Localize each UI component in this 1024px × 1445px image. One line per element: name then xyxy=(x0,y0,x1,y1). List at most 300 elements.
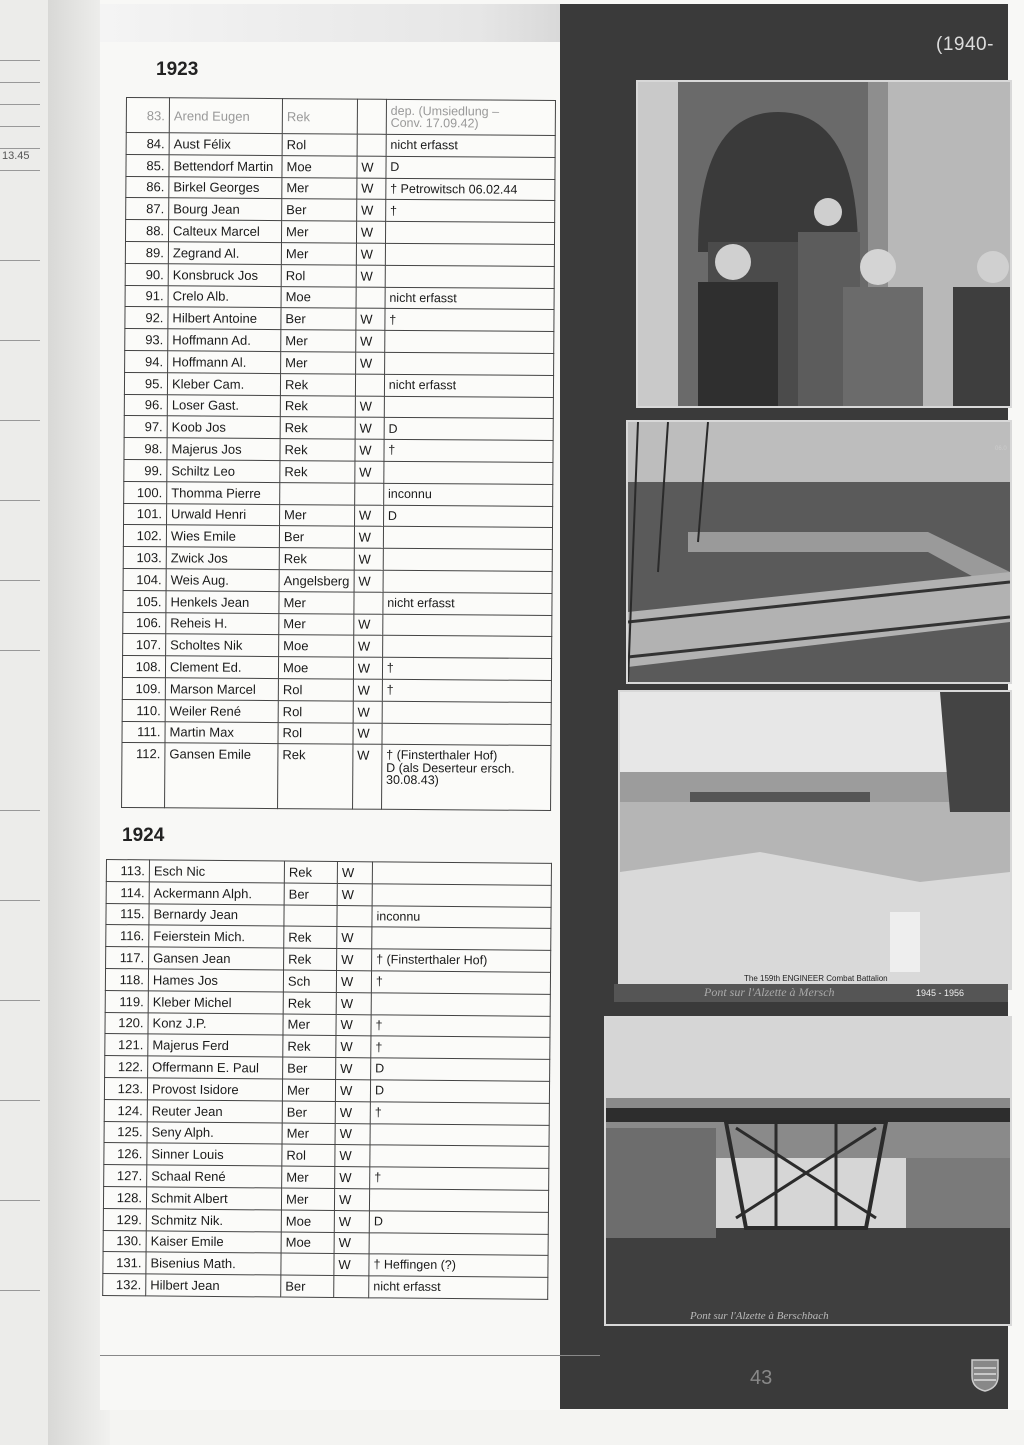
entry-note: † Petrowitsch 06.02.44 xyxy=(386,178,555,201)
footer-rule xyxy=(100,1355,600,1356)
entry-note: † xyxy=(382,679,551,702)
entry-locality: Rol xyxy=(282,134,357,156)
entry-status xyxy=(354,592,383,614)
table-row xyxy=(125,350,554,375)
entry-note: D xyxy=(369,1211,548,1234)
table-row xyxy=(123,547,552,572)
entry-status: W xyxy=(356,200,385,222)
photo-trestle-bridge xyxy=(604,1016,1012,1326)
entry-note: nicht erfasst xyxy=(369,1276,548,1299)
entry-name: Reuter Jean xyxy=(147,1100,282,1123)
table-row xyxy=(125,241,554,266)
table-row xyxy=(123,634,552,659)
entry-note: D xyxy=(383,505,552,528)
entry-number: 132. xyxy=(103,1274,146,1296)
entry-number: 120. xyxy=(105,1012,148,1034)
entry-note: D xyxy=(384,418,553,441)
entry-number: 122. xyxy=(105,1056,148,1078)
entry-name: Bisenius Math. xyxy=(146,1252,281,1275)
entry-status xyxy=(355,374,384,396)
entry-note: D xyxy=(386,156,555,179)
entry-status: W xyxy=(352,744,381,809)
entry-name: Gansen Emile xyxy=(165,743,278,809)
entry-status: W xyxy=(337,883,372,905)
entry-number: 116. xyxy=(106,925,149,947)
entry-status: W xyxy=(336,992,371,1014)
entry-note xyxy=(384,461,553,484)
table-row xyxy=(125,263,554,288)
entry-status: W xyxy=(336,1058,371,1080)
entry-locality: Rol xyxy=(278,722,353,744)
entry-note xyxy=(372,927,551,950)
entry-number: 129. xyxy=(103,1208,146,1230)
entry-status: W xyxy=(335,1145,370,1167)
entry-status: W xyxy=(353,701,382,723)
entry-number: 123. xyxy=(104,1077,147,1099)
entry-status: W xyxy=(355,396,384,418)
entry-status xyxy=(334,1276,369,1298)
entry-status: W xyxy=(334,1254,369,1276)
entry-locality: Rek xyxy=(280,461,355,483)
entry-name: Scholtes Nik xyxy=(166,634,279,657)
entry-locality: Mer xyxy=(280,504,355,526)
entry-locality: Rol xyxy=(282,1144,335,1166)
entry-number: 89. xyxy=(125,241,168,263)
entry-name: Konz J.P. xyxy=(148,1012,283,1035)
entry-number: 109. xyxy=(122,677,165,699)
entry-note: † (Finsterthaler Hof) D (als Deserteur ersch. 30.08.43) xyxy=(381,745,551,811)
table-row xyxy=(123,568,552,593)
entry-number: 126. xyxy=(104,1143,147,1165)
entry-number: 113. xyxy=(106,860,149,882)
entry-note xyxy=(372,884,551,907)
entry-status xyxy=(357,99,386,134)
entry-locality: Rek xyxy=(283,1035,336,1057)
entry-name: Weiler René xyxy=(165,700,278,723)
entry-number: 90. xyxy=(125,263,168,285)
entry-note: † xyxy=(371,1036,550,1059)
entry-number: 117. xyxy=(106,947,149,969)
table-row xyxy=(124,416,553,441)
entry-status: W xyxy=(354,570,383,592)
entry-number: 106. xyxy=(123,612,166,634)
entry-locality: Mer xyxy=(281,221,356,243)
entry-status: W xyxy=(355,352,384,374)
table-row xyxy=(125,307,554,332)
entry-note: † xyxy=(370,1102,549,1125)
entry-number: 99. xyxy=(124,459,167,481)
entry-status: W xyxy=(357,178,386,200)
entry-number: 96. xyxy=(124,394,167,416)
entry-name: Schmitz Nik. xyxy=(146,1209,281,1232)
entry-note xyxy=(383,548,552,571)
entry-status: W xyxy=(334,1210,369,1232)
entry-locality: Ber xyxy=(283,1057,336,1079)
entry-locality: Mer xyxy=(283,1014,336,1036)
entry-locality: Rek xyxy=(280,439,355,461)
entry-note xyxy=(383,527,552,550)
entry-note: nicht erfasst xyxy=(385,287,554,310)
entry-locality: Rek xyxy=(284,948,337,970)
entry-locality: Rek xyxy=(278,744,353,810)
entry-locality: Rek xyxy=(284,861,337,883)
table-row xyxy=(122,656,551,681)
entry-note: dep. (Umsiedlung – Conv. 17.09.42) xyxy=(386,99,555,135)
entry-name: Aust Félix xyxy=(169,133,282,156)
entry-locality: Rek xyxy=(284,926,337,948)
entry-number: 83. xyxy=(126,98,169,133)
entry-status xyxy=(357,134,386,156)
entry-note: nicht erfasst xyxy=(384,374,553,397)
entry-locality: Ber xyxy=(282,199,357,221)
register-table-1923 xyxy=(121,97,556,811)
entry-name: Hilbert Jean xyxy=(146,1274,281,1297)
photo-destroyed-bridge xyxy=(618,690,1012,990)
caption-strip xyxy=(614,984,1008,1002)
entry-locality: Mer xyxy=(282,1123,335,1145)
entry-status: W xyxy=(336,1036,371,1058)
entry-name: Koob Jos xyxy=(167,416,280,439)
entry-name: Weis Aug. xyxy=(166,569,279,592)
entry-number: 108. xyxy=(122,656,165,678)
entry-locality: Ber xyxy=(279,526,354,548)
entry-number: 98. xyxy=(124,438,167,460)
entry-note xyxy=(385,265,554,288)
entry-number: 125. xyxy=(104,1121,147,1143)
entry-status: W xyxy=(337,862,372,884)
entry-locality: Moe xyxy=(278,657,353,679)
entry-name: Loser Gast. xyxy=(167,394,280,417)
table-row xyxy=(123,525,552,550)
entry-number: 84. xyxy=(126,133,169,155)
entry-name: Birkel Georges xyxy=(169,176,282,199)
table-row xyxy=(126,98,555,136)
entry-note: † xyxy=(385,200,554,223)
entry-number: 92. xyxy=(125,307,168,329)
entry-note xyxy=(384,352,553,375)
entry-number: 124. xyxy=(104,1099,147,1121)
entry-locality: Moe xyxy=(281,1232,334,1254)
entry-number: 97. xyxy=(124,416,167,438)
entry-note xyxy=(370,1123,549,1146)
entry-note xyxy=(382,723,551,746)
entry-locality: Rek xyxy=(280,395,355,417)
entry-locality: Sch xyxy=(283,970,336,992)
entry-status: W xyxy=(355,461,384,483)
entry-name: Hilbert Antoine xyxy=(168,307,281,330)
entry-locality: Mer xyxy=(282,177,357,199)
entry-number: 102. xyxy=(123,525,166,547)
entry-name: Reheis H. xyxy=(166,612,279,635)
entry-name: Thomma Pierre xyxy=(167,482,280,505)
entry-status: W xyxy=(335,1101,370,1123)
caption-strip-years: 1945 - 1956 xyxy=(915,988,964,998)
photo-caption-bottom: Pont sur l'Alzette à Berschbach xyxy=(690,1310,829,1322)
entry-locality: Mer xyxy=(281,330,356,352)
entry-locality: Moe xyxy=(279,635,354,657)
table-row xyxy=(124,503,553,528)
entry-note xyxy=(383,570,552,593)
entry-number: 95. xyxy=(124,372,167,394)
entry-locality: Mer xyxy=(282,1079,335,1101)
entry-status: W xyxy=(353,657,382,679)
entry-number: 94. xyxy=(125,350,168,372)
table-row xyxy=(126,154,555,179)
entry-note: D xyxy=(370,1080,549,1103)
entry-number: 128. xyxy=(103,1186,146,1208)
entry-locality: Mer xyxy=(279,613,354,635)
entry-number: 101. xyxy=(124,503,167,525)
entry-name: Bettendorf Martin xyxy=(169,155,282,178)
entry-locality: Mer xyxy=(281,352,356,374)
caption-strip-script: Pont sur l'Alzette à Mersch xyxy=(704,985,835,999)
entry-status: W xyxy=(355,417,384,439)
entry-note: † Heffingen (?) xyxy=(369,1254,548,1277)
entry-name: Offermann E. Paul xyxy=(148,1056,283,1079)
entry-note: † xyxy=(382,657,551,680)
entry-note xyxy=(383,614,552,637)
entry-status: W xyxy=(354,526,383,548)
table-row xyxy=(103,1274,548,1300)
entry-note xyxy=(385,222,554,245)
entry-status xyxy=(354,483,383,505)
entry-locality: Rek xyxy=(282,99,357,135)
table-row xyxy=(122,721,551,746)
previous-page-number: 13.45 xyxy=(2,150,30,162)
entry-note: nicht erfasst xyxy=(383,592,552,615)
table-row xyxy=(122,699,551,724)
entry-name: Feierstein Mich. xyxy=(149,925,284,948)
entry-status: W xyxy=(335,1123,370,1145)
entry-status: W xyxy=(353,723,382,745)
entry-locality xyxy=(280,482,355,504)
entry-note xyxy=(372,862,551,885)
entry-locality: Ber xyxy=(281,308,356,330)
entry-name: Kleber Cam. xyxy=(167,373,280,396)
entry-status: W xyxy=(354,505,383,527)
entry-status xyxy=(337,905,372,927)
entry-name: Bourg Jean xyxy=(169,198,282,221)
entry-name: Schmit Albert xyxy=(146,1187,281,1210)
entry-number: 104. xyxy=(123,568,166,590)
entry-number: 86. xyxy=(126,176,169,198)
entry-number: 88. xyxy=(125,220,168,242)
entry-name: Hoffmann Al. xyxy=(168,351,281,374)
entry-status: W xyxy=(354,548,383,570)
entry-status: W xyxy=(335,1167,370,1189)
entry-name: Urwald Henri xyxy=(167,503,280,526)
year-heading-1923: 1923 xyxy=(156,59,199,80)
entry-number: 121. xyxy=(105,1034,148,1056)
header-range-label: (1940- xyxy=(936,34,994,55)
photo-date-tag: 06.0 xyxy=(995,446,1007,452)
entry-name: Hames Jos xyxy=(148,969,283,992)
entry-locality: Mer xyxy=(281,1188,334,1210)
entry-name: Provost Isidore xyxy=(147,1078,282,1101)
table-row xyxy=(124,394,553,419)
entry-locality: Rek xyxy=(280,373,355,395)
entry-note xyxy=(384,396,553,419)
table-row xyxy=(125,220,554,245)
table-row xyxy=(126,198,555,223)
table-row xyxy=(122,677,551,702)
table-row xyxy=(125,285,554,310)
table-row xyxy=(123,590,552,615)
entry-number: 127. xyxy=(104,1165,147,1187)
entry-number: 119. xyxy=(105,990,148,1012)
entry-note: † xyxy=(370,1167,549,1190)
entry-note xyxy=(382,701,551,724)
entry-status: W xyxy=(356,330,385,352)
entry-note: inconnu xyxy=(372,905,551,928)
entry-number: 105. xyxy=(123,590,166,612)
entry-number: 103. xyxy=(123,547,166,569)
entry-name: Konsbruck Jos xyxy=(168,264,281,287)
table-row xyxy=(124,481,553,506)
entry-note xyxy=(370,1145,549,1168)
entry-name: Arend Eugen xyxy=(169,98,282,134)
entry-locality: Rek xyxy=(279,548,354,570)
entry-locality: Mer xyxy=(281,243,356,265)
entry-status: W xyxy=(354,614,383,636)
entry-locality: Ber xyxy=(282,1101,335,1123)
entry-number: 100. xyxy=(124,481,167,503)
entry-locality: Moe xyxy=(281,1210,334,1232)
entry-note: inconnu xyxy=(383,483,552,506)
entry-status: W xyxy=(356,221,385,243)
table-row xyxy=(124,372,553,397)
entry-note xyxy=(382,636,551,659)
entry-locality: Mer xyxy=(279,591,354,613)
entry-name: Kleber Michel xyxy=(148,991,283,1014)
page-number: 43 xyxy=(750,1367,773,1389)
entry-name: Gansen Jean xyxy=(149,947,284,970)
entry-locality: Rol xyxy=(278,700,353,722)
entry-number: 112. xyxy=(122,743,165,808)
entry-name: Esch Nic xyxy=(149,860,284,883)
entry-name: Seny Alph. xyxy=(147,1121,282,1144)
entry-number: 91. xyxy=(125,285,168,307)
entry-number: 115. xyxy=(106,903,149,925)
previous-page-edge xyxy=(0,0,49,1445)
entry-note xyxy=(385,243,554,266)
entry-number: 111. xyxy=(122,721,165,743)
entry-note: † xyxy=(385,309,554,332)
entry-name: Martin Max xyxy=(165,721,278,744)
entry-status: W xyxy=(353,635,382,657)
photo-soldiers xyxy=(636,80,1012,408)
entry-locality: Rol xyxy=(281,264,356,286)
entry-status: W xyxy=(356,243,385,265)
entry-note: † xyxy=(371,971,550,994)
table-row xyxy=(124,459,553,484)
entry-name: Hoffmann Ad. xyxy=(168,329,281,352)
entry-name: Clement Ed. xyxy=(165,656,278,679)
entry-number: 110. xyxy=(122,699,165,721)
table-row xyxy=(126,133,555,158)
entry-status: W xyxy=(355,439,384,461)
entry-note: † xyxy=(371,1014,550,1037)
entry-name: Bernardy Jean xyxy=(149,903,284,926)
entry-number: 93. xyxy=(125,329,168,351)
table-row xyxy=(124,438,553,463)
entry-name: Henkels Jean xyxy=(166,591,279,614)
entry-note xyxy=(369,1232,548,1255)
photo-pontoon-bridge xyxy=(626,420,1012,684)
entry-locality: Rol xyxy=(278,679,353,701)
table-row xyxy=(126,176,555,201)
entry-status: W xyxy=(337,927,372,949)
entry-name: Zwick Jos xyxy=(166,547,279,570)
entry-locality xyxy=(284,905,337,927)
entry-locality xyxy=(281,1253,334,1275)
crest-icon xyxy=(970,1358,1000,1392)
table-row xyxy=(125,329,554,354)
entry-locality: Moe xyxy=(282,155,357,177)
entry-name: Calteux Marcel xyxy=(168,220,281,243)
entry-note: † xyxy=(384,439,553,462)
entry-number: 131. xyxy=(103,1252,146,1274)
entry-locality: Rek xyxy=(283,992,336,1014)
entry-note: D xyxy=(371,1058,550,1081)
entry-locality: Ber xyxy=(281,1275,334,1297)
entry-name: Kaiser Emile xyxy=(146,1230,281,1253)
entry-number: 114. xyxy=(106,881,149,903)
entry-status: W xyxy=(356,265,385,287)
year-heading-1924: 1924 xyxy=(122,825,165,846)
entry-note xyxy=(369,1189,548,1212)
entry-number: 130. xyxy=(103,1230,146,1252)
entry-status: W xyxy=(335,1079,370,1101)
entry-note: † (Finsterthaler Hof) xyxy=(372,949,551,972)
entry-locality: Angelsberg xyxy=(279,570,354,592)
entry-number: 87. xyxy=(126,198,169,220)
register-table-1924 xyxy=(102,859,552,1300)
entry-status: W xyxy=(357,156,386,178)
table-row xyxy=(123,612,552,637)
entry-number: 107. xyxy=(123,634,166,656)
entry-status: W xyxy=(336,1014,371,1036)
entry-name: Zegrand Al. xyxy=(168,242,281,265)
entry-note xyxy=(385,330,554,353)
entry-note xyxy=(371,993,550,1016)
entry-name: Sinner Louis xyxy=(147,1143,282,1166)
entry-number: 85. xyxy=(126,154,169,176)
entry-name: Wies Emile xyxy=(166,525,279,548)
entry-name: Majerus Ferd xyxy=(148,1034,283,1057)
entry-number: 118. xyxy=(105,968,148,990)
photo-caption-battalion: The 159th ENGINEER Combat Battalion xyxy=(744,974,888,983)
entry-status: W xyxy=(353,679,382,701)
entry-status: W xyxy=(356,308,385,330)
entry-name: Ackermann Alph. xyxy=(149,882,284,905)
entry-locality: Ber xyxy=(284,883,337,905)
entry-name: Schaal René xyxy=(147,1165,282,1188)
entry-locality: Mer xyxy=(282,1166,335,1188)
entry-note: nicht erfasst xyxy=(386,134,555,157)
entry-status xyxy=(356,287,385,309)
entry-status: W xyxy=(336,971,371,993)
entry-status: W xyxy=(334,1188,369,1210)
entry-locality: Rek xyxy=(280,417,355,439)
entry-name: Marson Marcel xyxy=(165,678,278,701)
entry-status: W xyxy=(334,1232,369,1254)
entry-name: Schiltz Leo xyxy=(167,460,280,483)
entry-name: Majerus Jos xyxy=(167,438,280,461)
entry-locality: Moe xyxy=(281,286,356,308)
table-row xyxy=(122,743,551,811)
entry-status: W xyxy=(337,949,372,971)
